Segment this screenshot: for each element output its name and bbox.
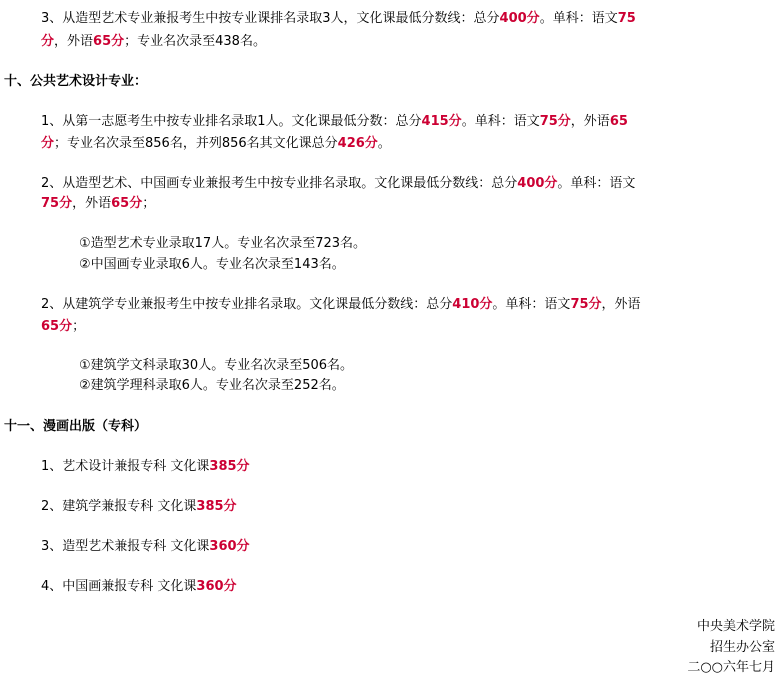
score-highlight: 75	[617, 11, 636, 26]
score-highlight: 75分	[570, 297, 602, 312]
text-segment: ；专业名次录至856名，并列856名其文化课总分	[54, 136, 338, 151]
paragraph-line	[41, 318, 85, 336]
text-segment: ，外语	[72, 196, 112, 211]
score-highlight: 分	[41, 34, 55, 49]
text-segment: 3、从造型艺术专业兼报考生中按专业课排名录取3人，文化课最低分数线：总分	[41, 11, 500, 26]
text-segment: ①建筑学文科录取30人。专业名次录至506名。	[79, 358, 354, 373]
score-highlight: 75分	[539, 114, 571, 129]
paragraph-line	[41, 296, 641, 314]
list-item	[41, 538, 250, 556]
signature-date: 二○○六年七月	[687, 660, 775, 675]
score-highlight: 75分	[41, 196, 73, 211]
text-segment: 3、造型艺术兼报专科 文化课	[41, 539, 210, 554]
score-highlight: 426分	[337, 136, 378, 151]
text-segment: ；	[142, 196, 156, 211]
text-segment: 。单科：语文	[461, 114, 540, 129]
text-segment: 2、建筑学兼报专科 文化课	[41, 499, 197, 514]
text-segment: 1、从第一志愿考生中按专业排名录取1人。文化课最低分数：总分	[41, 114, 422, 129]
text-segment: ，外语	[601, 297, 641, 312]
text-segment: 2、从造型艺术、中国画专业兼报考生中按专业排名录取。文化课最低分数线：总分	[41, 176, 518, 191]
paragraph-line	[41, 195, 155, 213]
score-highlight: 385分	[196, 499, 237, 514]
text-segment: ②中国画专业录取6人。专业名次录至143名。	[79, 257, 345, 272]
score-highlight: 360分	[196, 579, 237, 594]
score-highlight: 360分	[209, 539, 250, 554]
text-segment: ，外语	[570, 114, 610, 129]
score-highlight: 65分	[93, 34, 125, 49]
sub-item	[79, 235, 366, 253]
text-segment: ①造型艺术专业录取17人。专业名次录至723名。	[79, 236, 367, 251]
score-highlight: 65分	[111, 196, 143, 211]
text-segment: 。单科：语文	[557, 176, 636, 191]
sub-item	[79, 377, 345, 395]
score-highlight: 410分	[452, 297, 493, 312]
text-segment: ②建筑学理科录取6人。专业名次录至252名。	[79, 378, 345, 393]
sub-item	[79, 256, 345, 274]
score-highlight: 65	[609, 114, 628, 129]
signature-institution: 中央美术学院	[696, 619, 775, 634]
text-segment: 4、中国画兼报专科 文化课	[41, 579, 197, 594]
paragraph-line	[41, 113, 628, 131]
paragraph-line	[41, 33, 266, 51]
text-segment: 。单科：语文	[539, 11, 618, 26]
text-segment: 1、艺术设计兼报专科 文化课	[41, 459, 210, 474]
list-item	[41, 498, 237, 516]
signature-office: 招生办公室	[709, 640, 775, 655]
text-segment: 十一、漫画出版（专科）	[4, 419, 148, 434]
paragraph-line	[41, 10, 636, 28]
score-highlight: 385分	[209, 459, 250, 474]
text-segment: 2、从建筑学专业兼报考生中按专业排名录取。文化课最低分数线：总分	[41, 297, 453, 312]
text-segment: 。单科：语文	[492, 297, 571, 312]
paragraph-line	[41, 135, 391, 153]
section-heading	[4, 73, 147, 91]
text-segment: ；	[72, 319, 86, 334]
list-item	[41, 578, 237, 596]
score-highlight: 400分	[517, 176, 558, 191]
paragraph-line	[41, 175, 635, 193]
sub-item	[79, 357, 353, 375]
list-item	[41, 458, 250, 476]
text-segment: 十、公共艺术设计专业：	[4, 74, 148, 89]
text-segment: 。	[377, 136, 391, 151]
score-highlight: 400分	[499, 11, 540, 26]
text-segment: ；专业名次录至438名。	[124, 34, 266, 49]
section-heading	[4, 418, 147, 436]
score-highlight: 415分	[421, 114, 462, 129]
text-segment: ，外语	[54, 34, 94, 49]
score-highlight: 分	[41, 136, 55, 151]
score-highlight: 65分	[41, 319, 73, 334]
